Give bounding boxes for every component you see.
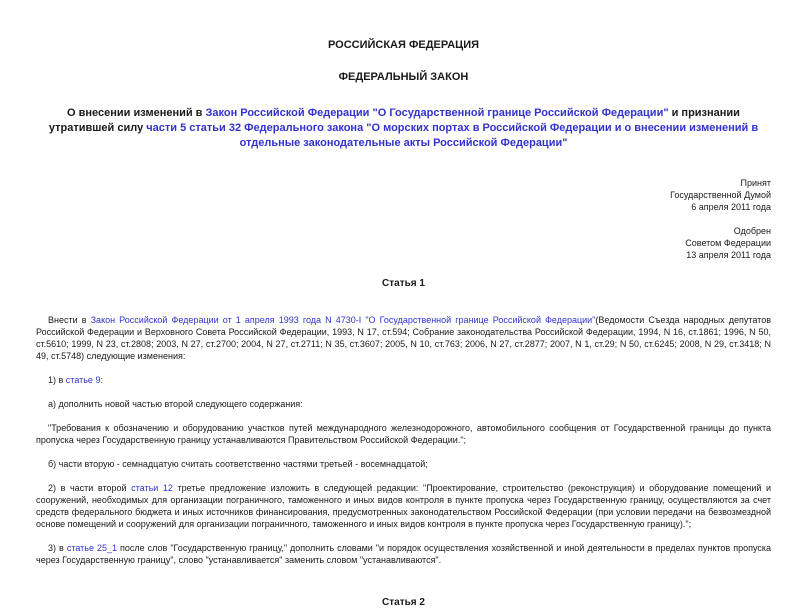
item-1-text-pre: 1) в xyxy=(48,375,66,385)
article-1-body xyxy=(36,314,771,566)
item-1-text-post: : xyxy=(100,375,103,385)
paragraph-item-1a-text: "Требования к обозначению и оборудованию участков путей международного железнодорожного, автомобильного сообщения от Государственной границы до пункта пропуска через Государственную границу устанавливаются Правительством Российской Федерации."; xyxy=(36,423,771,445)
item-3-text-pre: 3) в xyxy=(48,543,67,553)
link-article-9[interactable]: статье 9 xyxy=(65,375,101,385)
approved-date: 13 апреля 2011 года xyxy=(686,250,771,260)
country-heading: РОССИЙСКАЯ ФЕДЕРАЦИЯ xyxy=(327,39,480,51)
article-2-heading: Статья 2 xyxy=(382,597,425,608)
approved-block xyxy=(36,225,771,261)
approved-by: Советом Федерации xyxy=(685,238,771,248)
link-seaports-law-part[interactable]: части 5 статьи 32 Федерального закона "О морских портах в Российской Федерации и о внесении изменений в отдельные законодательные акты Российской Федерации" xyxy=(146,122,759,149)
passed-block xyxy=(36,177,771,213)
article-1-heading: Статья 1 xyxy=(382,278,425,289)
approved-label: Одобрен xyxy=(733,226,771,236)
paragraph-intro xyxy=(36,314,771,362)
paragraph-item-1b: б) части вторую - семнадцатую считать соответственно частями третьей - восемнадцатой; xyxy=(48,459,428,469)
item-2-text-pre: 2) в части второй xyxy=(48,483,132,493)
title-text-2: и признании утратившей силу xyxy=(48,107,740,134)
link-article-25-1[interactable]: статье 25_1 xyxy=(66,543,118,553)
title-text-1: О внесении изменений в xyxy=(67,107,206,119)
passed-label: Принят xyxy=(740,178,771,188)
paragraph-item-3 xyxy=(36,542,771,566)
link-article-12[interactable]: статьи 12 xyxy=(131,483,173,493)
intro-text-post: (Ведомости Съезда народных депутатов Российской Федерации и Верховного Совета Российской Федерации, 1993, N 17, ст.594; Собрание законодательства Российской Федерации, 1994, N 16, ст.1861; 1996, N 50, ст.5610; 1999, N 23, ст.2808; 2003, N 27, ст.2700; 2004, N 27, ст.2711; N 35, ст.3607; 2005, N 10, ст.763; 2006, N 27, ст.2877; 2007, N 1, ст.29; N 50, ст.6245; 2008, N 29, ст.3418; N 49, ст.5748) следующие изменения: xyxy=(36,315,771,361)
adoption-block xyxy=(36,177,771,261)
passed-date: 6 апреля 2011 года xyxy=(691,202,771,212)
item-3-text-post: после слов "Государственную границу," дополнить словами "и порядок осуществления хозяйственной и иной деятельности в пределах пунктов пропуска через Государственную границу", слово "устанавливается" заменить словом "устанавливаются". xyxy=(36,543,771,565)
passed-by: Государственной Думой xyxy=(670,190,771,200)
item-2-text-post: третье предложение изложить в следующей редакции: "Проектирование, строительство (реконструкция) и оборудование помещений и сооружений, необходимых для организации пограничного, таможенного и иных видов контроля в пункте пропуска через Государственную границу, осуществляются за счет средств федерального бюджета и иных источников финансирования, предусмотренных законодательством Российской Федерации (при условии передачи на безвозмездной основе помещений и сооружений для организации пограничного, таможенного и иных видов контроля в пункте пропуска через Государственную границу)."; xyxy=(36,483,771,529)
paragraph-item-1 xyxy=(36,374,771,386)
link-state-border-law[interactable]: Закон Российской Федерации "О Государственной границе Российской Федерации" xyxy=(205,107,669,119)
intro-text-pre: Внести в xyxy=(48,315,91,325)
link-law-4730[interactable]: Закон Российской Федерации от 1 апреля 1993 года N 4730-I "О Государственной границе Российской Федерации" xyxy=(90,315,596,325)
document-title xyxy=(36,106,771,151)
paragraph-item-2 xyxy=(36,482,771,530)
doc-type-heading: ФЕДЕРАЛЬНЫЙ ЗАКОН xyxy=(338,71,469,83)
paragraph-item-1a-intro: а) дополнить новой частью второй следующего содержания: xyxy=(48,399,303,409)
